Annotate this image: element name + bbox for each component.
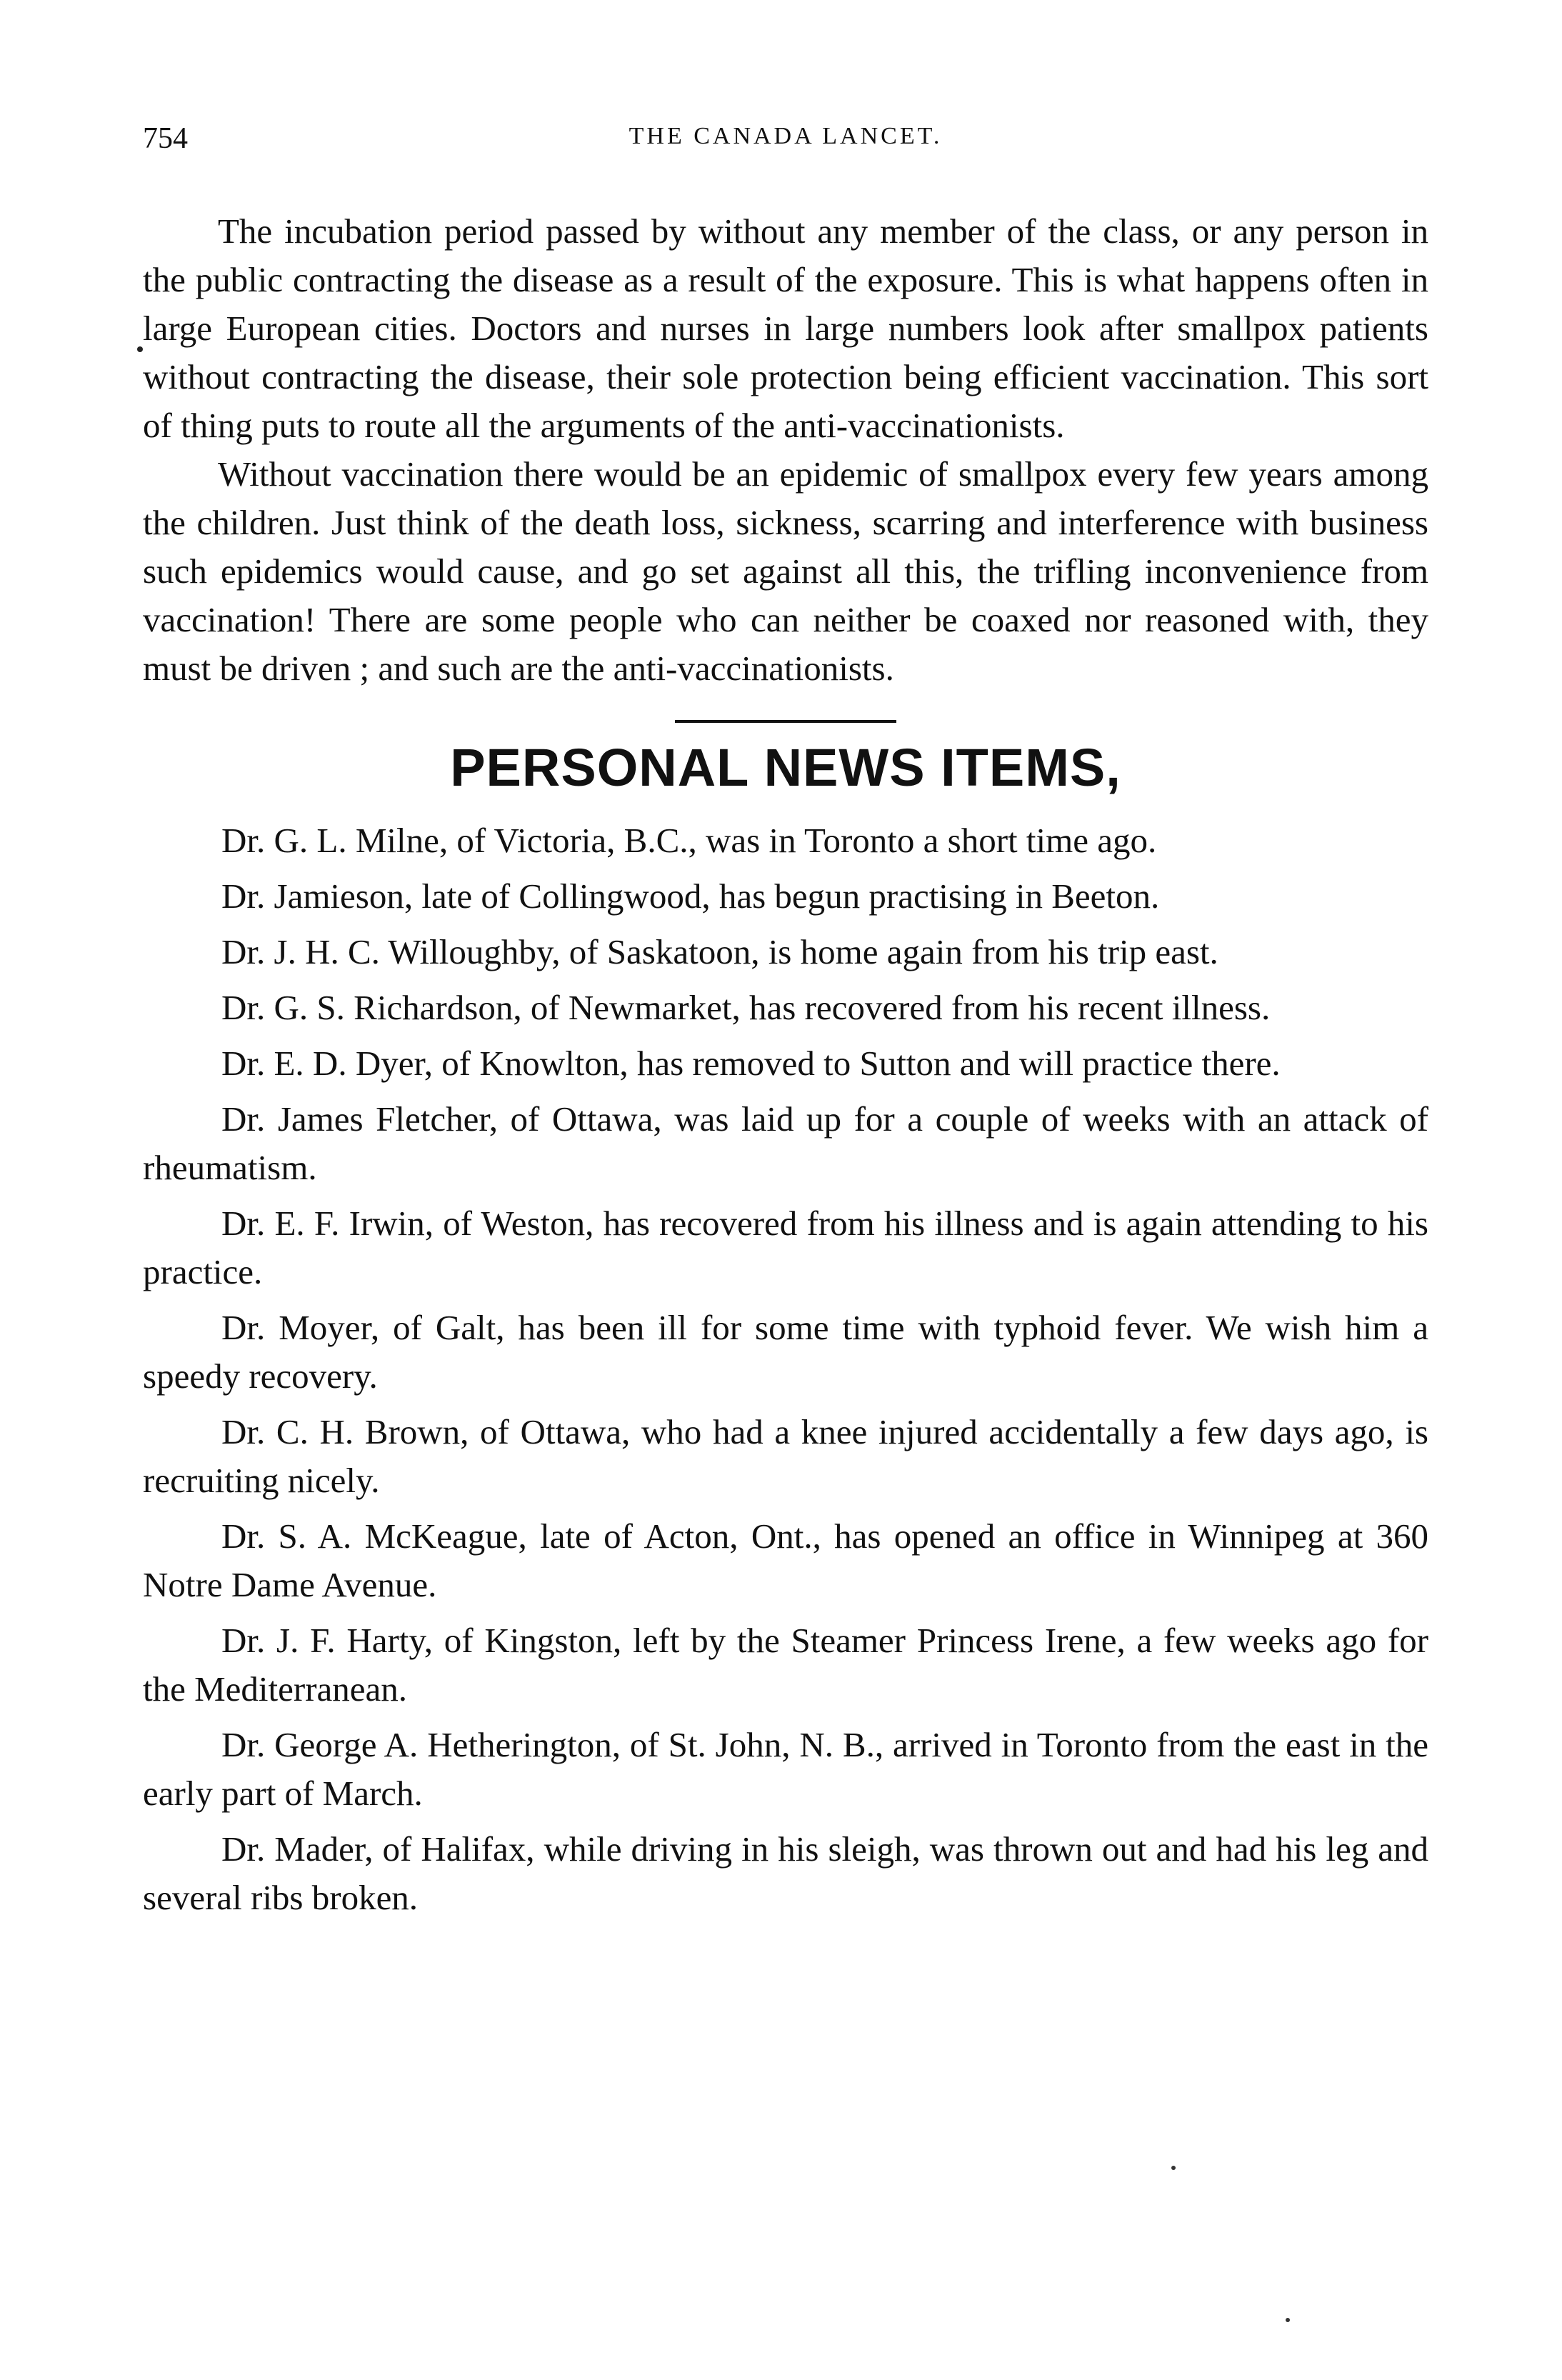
news-item: Dr. James Fletcher, of Ottawa, was laid up for a couple of weeks with an attack of rheumatism.: [143, 1099, 1428, 1187]
scan-speck: [1171, 2166, 1176, 2170]
news-items-list: [143, 816, 1428, 1922]
paragraph: The incubation period passed by without any member of the class, or any person in the public contracting the disease as a result of the exposure. This is what happens often in large European cities. Doctors and nurses in large numbers look after smallpox patients without contracting the disease, their sole protection being efficient vaccination. This sort of thing puts to route all the arguments of the anti-vaccinationists.: [143, 211, 1428, 445]
news-item: Dr. E. D. Dyer, of Knowlton, has removed to Sutton and will practice there.: [221, 1044, 1281, 1083]
news-item: Dr. J. F. Harty, of Kingston, left by the Steamer Princess Irene, a few weeks ago for the Mediterranean.: [143, 1621, 1428, 1709]
news-item: Dr. C. H. Brown, of Ottawa, who had a knee injured accidentally a few days ago, is recruiting nicely.: [143, 1412, 1428, 1500]
news-item: Dr. Mader, of Halifax, while driving in his sleigh, was thrown out and had his leg and several ribs broken.: [143, 1829, 1428, 1917]
news-item: Dr. E. F. Irwin, of Weston, has recovered from his illness and is again attending to his practice.: [143, 1204, 1428, 1291]
news-item: Dr. Moyer, of Galt, has been ill for some time with typhoid fever. We wish him a speedy recovery.: [143, 1308, 1428, 1396]
section-heading: PERSONAL NEWS ITEMS,: [450, 738, 1121, 797]
news-item: Dr. Jamieson, late of Collingwood, has begun practising in Beeton.: [221, 876, 1160, 916]
article-body: [143, 207, 1428, 693]
document-page: [143, 107, 1428, 1929]
page-number: 754: [143, 122, 188, 155]
paragraph: Without vaccination there would be an epidemic of smallpox every few years among the children. Just think of the death loss, sickness, scarring and interference with business such epidemics would cause, and go set against all this, the trifling inconvenience from vaccination! There are some people who can neither be coaxed nor reasoned with, they must be driven ; and such are the anti-vaccinationists.: [143, 454, 1428, 688]
margin-mark: [137, 346, 143, 352]
journal-title: THE CANADA LANCET.: [629, 123, 943, 149]
news-item: Dr. George A. Hetherington, of St. John, N. B., arrived in Toronto from the east in the early part of March.: [143, 1725, 1428, 1813]
news-item: Dr. S. A. McKeague, late of Acton, Ont., has opened an office in Winnipeg at 360 Notre Dame Avenue.: [143, 1516, 1428, 1604]
news-item: Dr. G. S. Richardson, of Newmarket, has recovered from his recent illness.: [221, 988, 1271, 1027]
news-item: Dr. G. L. Milne, of Victoria, B.C., was in Toronto a short time ago.: [221, 821, 1157, 860]
news-item: Dr. J. H. C. Willoughby, of Saskatoon, is home again from his trip east.: [221, 932, 1218, 971]
running-head: [143, 107, 1428, 164]
scan-speck: [1286, 2318, 1290, 2322]
section-divider: [675, 720, 896, 723]
